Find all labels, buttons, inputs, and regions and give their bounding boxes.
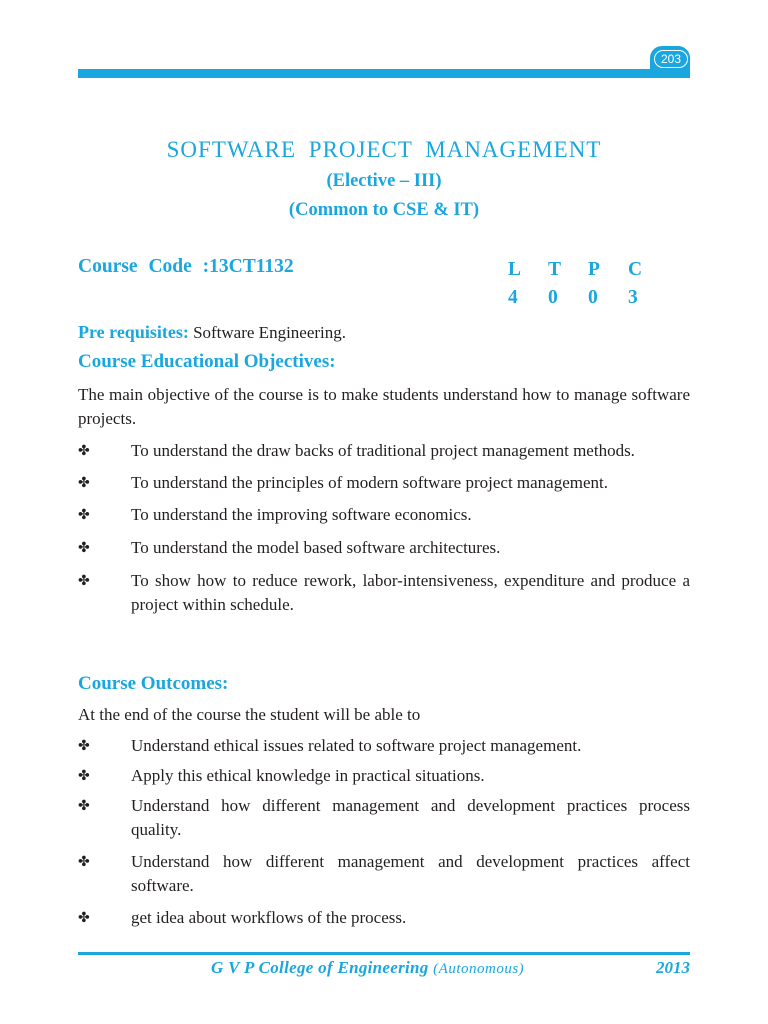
- objective-text: To understand the model based software architectures.: [131, 538, 501, 557]
- objective-text: To understand the principles of modern software project management.: [131, 473, 609, 492]
- outcomes-heading: Course Outcomes:: [78, 673, 229, 694]
- ltpc-header-c: C: [628, 259, 643, 280]
- prerequisites: [78, 320, 690, 345]
- bullet-icon: ✤: [78, 507, 90, 523]
- list-item: [78, 471, 690, 495]
- page-number: 203: [654, 50, 688, 68]
- ltpc-value-t: 0: [548, 287, 558, 308]
- bullet-icon: ✤: [78, 854, 90, 870]
- list-item: [78, 850, 690, 898]
- course-common-to: (Common to CSE & IT): [288, 200, 480, 220]
- bullet-icon: ✤: [78, 798, 90, 814]
- ltpc-header-p: P: [588, 259, 600, 280]
- outcomes-list: [78, 734, 690, 930]
- outcome-text: Understand how different management and development practices affect software.: [131, 852, 690, 895]
- footer-college: [211, 958, 524, 978]
- objectives-heading: Course Educational Objectives:: [78, 351, 336, 372]
- outcomes-intro: At the end of the course the student will be able to: [78, 705, 421, 724]
- list-item: [78, 439, 690, 463]
- bullet-icon: ✤: [78, 573, 90, 589]
- course-title: SOFTWARE PROJECT MANAGEMENT: [166, 137, 602, 162]
- bullet-icon: ✤: [78, 910, 90, 926]
- prerequisites-value: Software Engineering.: [193, 323, 347, 342]
- ltpc-value-l: 4: [508, 287, 518, 308]
- ltpc-value-c: 3: [628, 287, 638, 308]
- list-item: [78, 536, 690, 560]
- course-code: Course Code :13CT1132: [78, 256, 294, 277]
- college-name: G V P College of Engineering: [211, 958, 429, 977]
- objective-text: To understand the draw backs of traditional project management methods.: [131, 441, 635, 460]
- outcome-text: Understand how different management and development practices process quality.: [131, 796, 690, 839]
- outcome-text: get idea about workflows of the process.: [131, 908, 407, 927]
- list-item: [78, 794, 690, 842]
- bullet-icon: ✤: [78, 540, 90, 556]
- objectives-list: [78, 439, 690, 617]
- list-item: [78, 503, 690, 527]
- page-number-badge: [650, 46, 690, 71]
- list-item: [78, 906, 690, 930]
- ltpc-table: [508, 256, 668, 312]
- bullet-icon: ✤: [78, 768, 90, 784]
- prerequisites-label: Pre requisites:: [78, 322, 189, 342]
- bullet-icon: ✤: [78, 443, 90, 459]
- college-autonomous: (Autonomous): [433, 961, 525, 977]
- bullet-icon: ✤: [78, 738, 90, 754]
- ltpc-header-t: T: [548, 259, 562, 280]
- objective-text: To show how to reduce rework, labor-intensiveness, expenditure and produce a project within schedule.: [131, 571, 690, 614]
- list-item: [78, 734, 690, 758]
- footer-year: 2013: [656, 958, 690, 977]
- header-rule: [78, 69, 690, 78]
- objectives-intro: The main objective of the course is to make students understand how to manage software projects.: [78, 385, 690, 428]
- list-item: [78, 569, 690, 617]
- footer-rule: [78, 952, 690, 955]
- list-item: [78, 764, 690, 788]
- outcome-text: Understand ethical issues related to software project management.: [131, 736, 582, 755]
- outcome-text: Apply this ethical knowledge in practical situations.: [131, 766, 485, 785]
- course-elective: (Elective – III): [326, 171, 442, 191]
- bullet-icon: ✤: [78, 475, 90, 491]
- objective-text: To understand the improving software economics.: [131, 505, 472, 524]
- ltpc-value-p: 0: [588, 287, 598, 308]
- ltpc-header-l: L: [508, 259, 522, 280]
